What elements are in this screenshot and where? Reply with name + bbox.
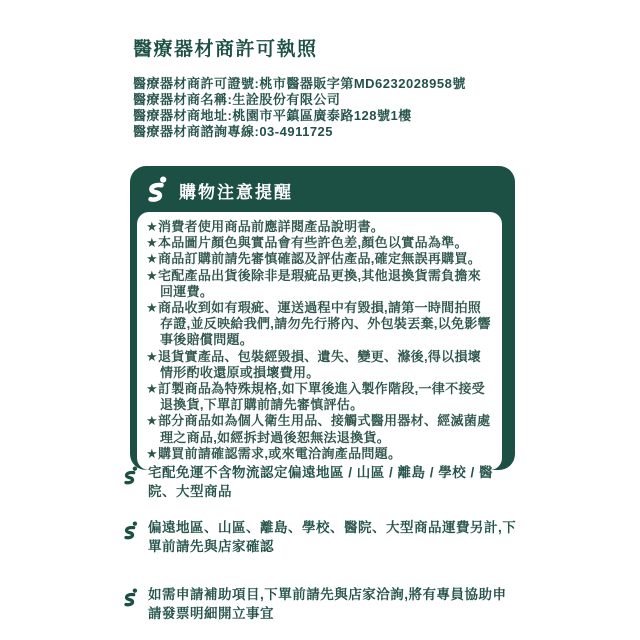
notice-item: ★商品收到如有瑕疵、運送過程中有毀損,請第一時間拍照存證,並反映給我們,請勿先行將內、外包裝丟棄,以免影響事後賠償問題。 [146,300,491,348]
notice-item: ★本品圖片顏色與實品會有些許色差,顏色以實品為準。 [146,235,468,251]
notice-panel-body [137,212,502,470]
notice-panel-title: 購物注意提醒 [179,182,293,202]
notice-item: ★退貨實產品、包裝經毀損、遺失、變更、滌後,得以損壞情形酌收還原或損壞費用。 [146,348,482,380]
notice-item: ★購買前請確認需求,或來電洽詢產品問題。 [146,445,402,461]
brand-logo-icon [122,465,139,501]
page-title: 醫療器材商許可執照 [133,39,318,60]
footnote-remote-area-fee [122,518,520,556]
vendor-address-line: 醫療器材商地址:桃園市平鎮區廣泰路128號1樓 [133,108,412,123]
license-info [133,76,518,140]
footnote-free-shipping [122,463,520,501]
notice-list [146,219,494,462]
notice-item: ★商品訂購前請先審慎確認及評估產品,確定無誤再購買。 [146,251,482,267]
notice-panel-header [130,166,515,212]
footnote-text: 如需申請補助項目,下單前請先與店家洽詢,將有專員協助申請發票明細開立事宜 [148,587,507,621]
license-document [130,34,518,479]
footnote-text: 偏遠地區、山區、離島、學校、醫院、大型商品運費另計,下單前請先與店家確認 [148,520,517,554]
brand-logo-icon [122,520,139,556]
brand-logo-icon [122,587,139,623]
license-number-line: 醫療器材商許可證號:桃市醫器販字第MD6232028958號 [133,76,466,91]
brand-logo-icon [145,175,169,205]
vendor-hotline-line: 醫療器材商諮詢專線:03-4911725 [133,124,334,139]
footnote-subsidy-invoice [122,585,520,623]
footnote-text: 宅配免運不含物流認定偏遠地區 / 山區 / 離島 / 學校 / 醫院、大型商品 [148,465,494,499]
notice-item: ★訂製商品為特殊規格,如下單後進入製作階段,一律不接受退換貨,下單訂購前請先審慎評估。 [146,381,485,413]
notice-item: ★消費者使用商品前應詳閱產品說明書。 [146,219,385,234]
notice-item: ★部分商品如為個人衛生用品、接觸式醫用器材、經滅菌處理之商品,如經拆封過後恕無法退換貨。 [146,413,491,445]
shipping-footnotes [122,463,520,640]
notice-item: ★宅配產品出貨後除非是瑕疵品更換,其他退換貨需負擔來回運費。 [146,267,482,299]
shopping-notice-panel [130,166,515,470]
vendor-name-line: 醫療器材商名稱:生詮股份有限公司 [133,92,341,107]
